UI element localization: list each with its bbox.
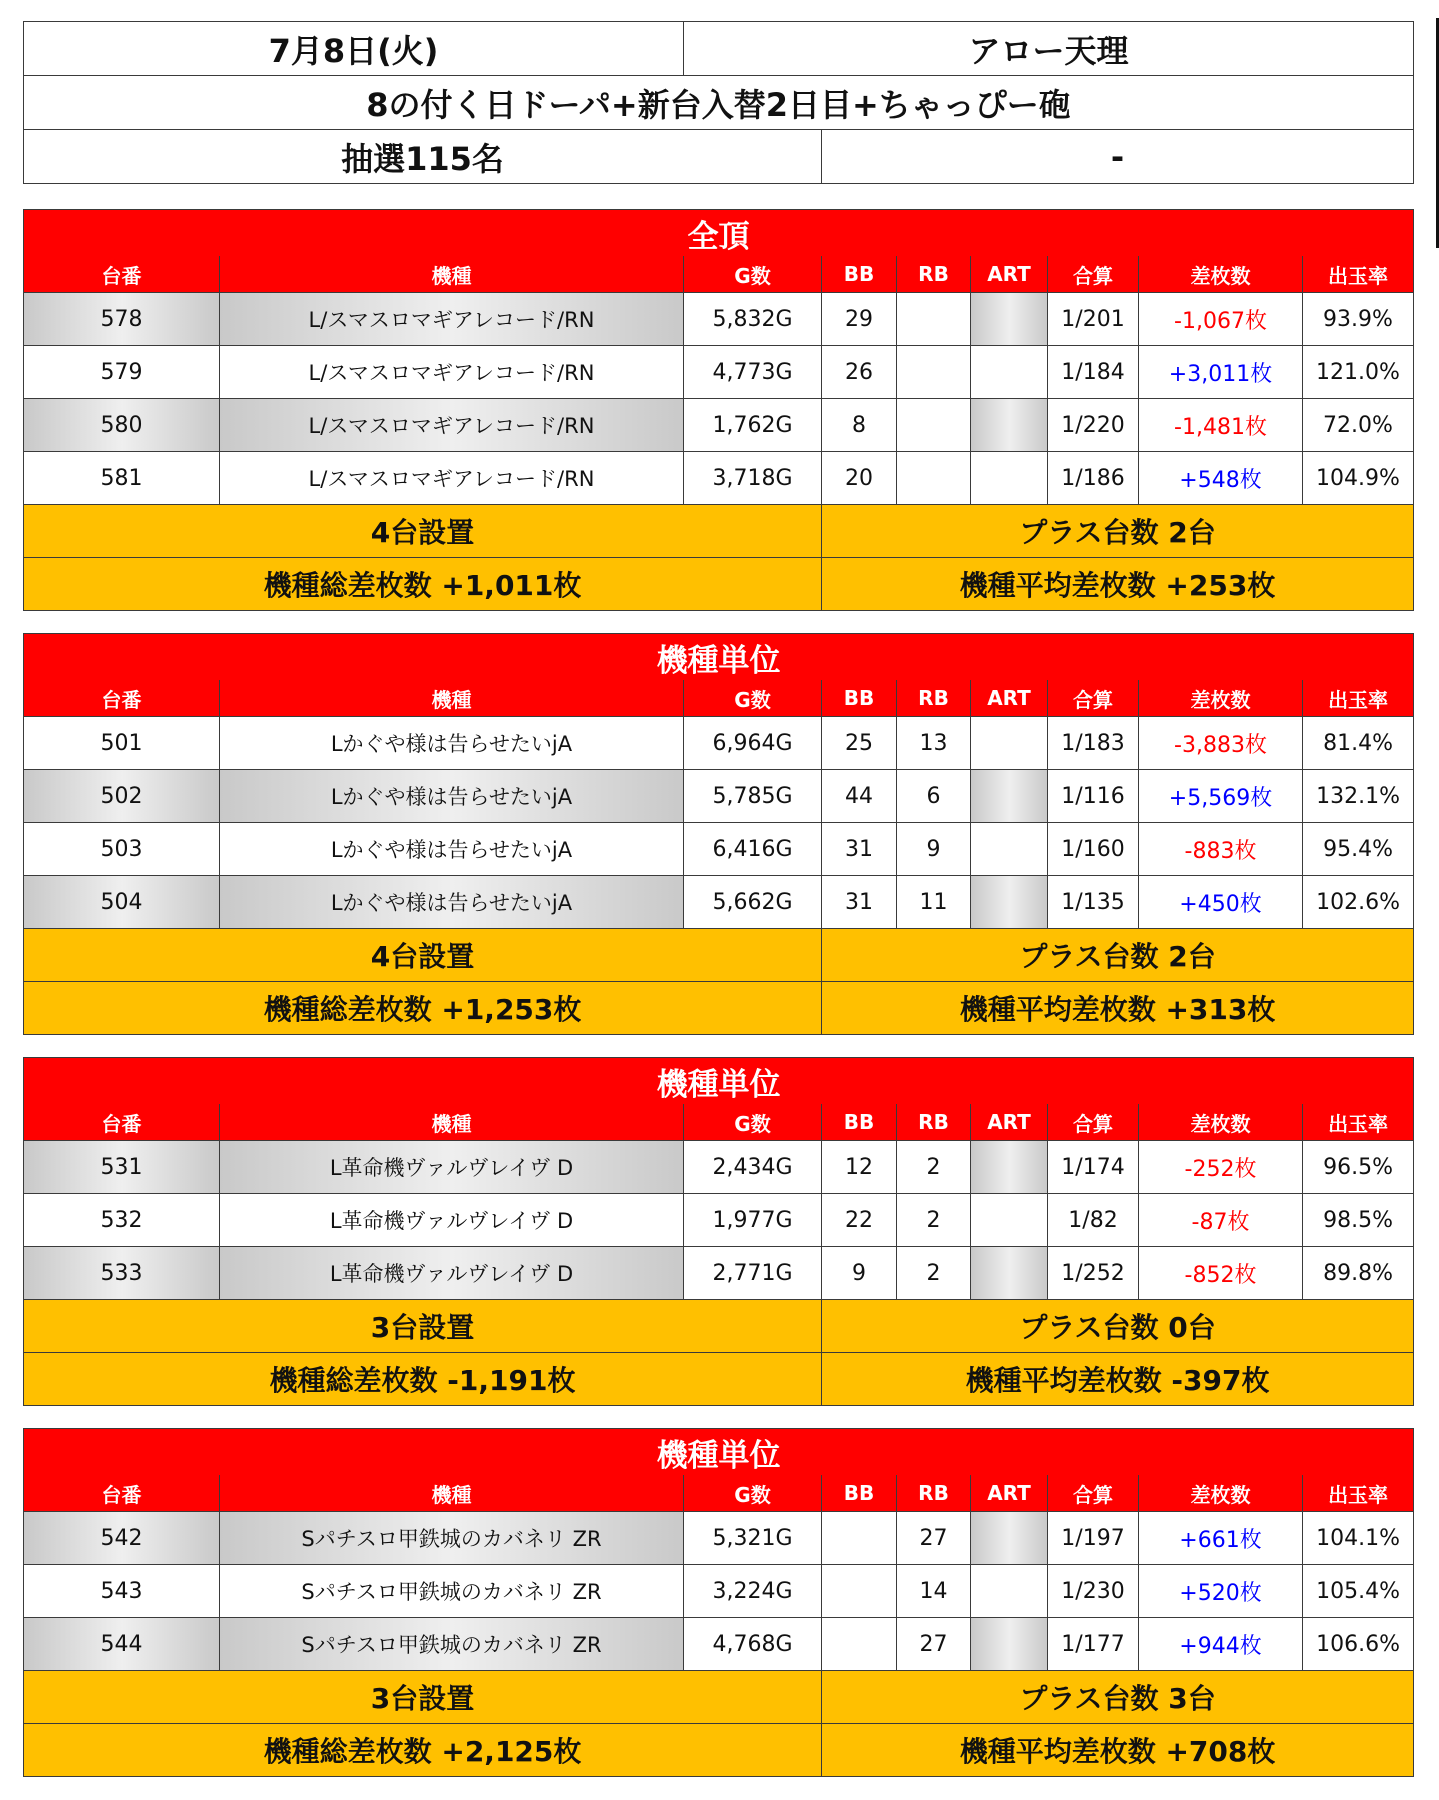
section-title: 全頂 (24, 210, 1414, 257)
column-header-bb: BB (822, 680, 897, 717)
column-header-machine-number: 台番 (24, 1475, 220, 1512)
cell-bb: 8 (822, 399, 897, 452)
column-header-combined: 合算 (1048, 1475, 1139, 1512)
store-name-cell: アロー天理 (684, 22, 1414, 76)
column-header-bb: BB (822, 256, 897, 293)
model-total-diff: 機種総差枚数 +2,125枚 (24, 1724, 822, 1777)
column-header-machine-number: 台番 (24, 680, 220, 717)
cell-machine-number: 579 (24, 346, 220, 399)
cell-games: 5,662G (684, 876, 822, 929)
cell-payout-rate: 95.4% (1303, 823, 1414, 876)
cell-rb: 2 (897, 1194, 971, 1247)
cell-games: 5,785G (684, 770, 822, 823)
table-row (24, 1247, 1414, 1300)
cell-games: 3,718G (684, 452, 822, 505)
table-row (24, 717, 1414, 770)
cell-model: Lかぐや様は告らせたいjA (220, 823, 684, 876)
cell-bb: 22 (822, 1194, 897, 1247)
column-header-combined: 合算 (1048, 1104, 1139, 1141)
cell-diff: +3,011枚 (1139, 346, 1303, 399)
section-title: 機種単位 (24, 1429, 1414, 1476)
cell-art (971, 1618, 1048, 1671)
cell-rb: 9 (897, 823, 971, 876)
column-header-payout-rate: 出玉率 (1303, 256, 1414, 293)
table-row (24, 1565, 1414, 1618)
cell-model: L/スマスロマギアレコード/RN (220, 346, 684, 399)
column-header-games: G数 (684, 1475, 822, 1512)
cell-combined: 1/135 (1048, 876, 1139, 929)
column-header-combined: 合算 (1048, 680, 1139, 717)
cell-rb: 11 (897, 876, 971, 929)
cell-machine-number: 543 (24, 1565, 220, 1618)
cell-combined: 1/82 (1048, 1194, 1139, 1247)
plus-machine-count: プラス台数 0台 (822, 1300, 1414, 1353)
cell-model: Lかぐや様は告らせたいjA (220, 876, 684, 929)
column-header-diff: 差枚数 (1139, 1475, 1303, 1512)
column-header-model: 機種 (220, 1475, 684, 1512)
cell-art (971, 399, 1048, 452)
column-header-diff: 差枚数 (1139, 256, 1303, 293)
cell-diff: -87枚 (1139, 1194, 1303, 1247)
cell-bb (822, 1618, 897, 1671)
cell-machine-number: 581 (24, 452, 220, 505)
cell-combined: 1/183 (1048, 717, 1139, 770)
cell-payout-rate: 93.9% (1303, 293, 1414, 346)
column-header-rb: RB (897, 256, 971, 293)
cell-combined: 1/177 (1048, 1618, 1139, 1671)
cell-rb: 27 (897, 1512, 971, 1565)
cell-combined: 1/201 (1048, 293, 1139, 346)
table-row (24, 1194, 1414, 1247)
cell-bb: 12 (822, 1141, 897, 1194)
cell-bb (822, 1512, 897, 1565)
section-title: 機種単位 (24, 634, 1414, 681)
cell-bb: 20 (822, 452, 897, 505)
cell-diff: +944枚 (1139, 1618, 1303, 1671)
cell-combined: 1/230 (1048, 1565, 1139, 1618)
cell-payout-rate: 105.4% (1303, 1565, 1414, 1618)
column-header-rb: RB (897, 1104, 971, 1141)
cell-bb: 31 (822, 823, 897, 876)
cell-diff: +661枚 (1139, 1512, 1303, 1565)
column-header-payout-rate: 出玉率 (1303, 1104, 1414, 1141)
cell-bb: 25 (822, 717, 897, 770)
cell-payout-rate: 96.5% (1303, 1141, 1414, 1194)
cell-art (971, 346, 1048, 399)
model-average-diff: 機種平均差枚数 +253枚 (822, 558, 1414, 611)
cell-model: Lかぐや様は告らせたいjA (220, 717, 684, 770)
cell-rb (897, 293, 971, 346)
cell-games: 4,768G (684, 1618, 822, 1671)
column-header-games: G数 (684, 1104, 822, 1141)
cell-machine-number: 504 (24, 876, 220, 929)
cell-games: 5,321G (684, 1512, 822, 1565)
cell-bb: 31 (822, 876, 897, 929)
cell-games: 4,773G (684, 346, 822, 399)
cell-payout-rate: 106.6% (1303, 1618, 1414, 1671)
model-average-diff: 機種平均差枚数 +313枚 (822, 982, 1414, 1035)
cell-machine-number: 544 (24, 1618, 220, 1671)
cell-model: L/スマスロマギアレコード/RN (220, 293, 684, 346)
lottery-cell: 抽選115名 (24, 130, 822, 184)
cell-payout-rate: 121.0% (1303, 346, 1414, 399)
cell-combined: 1/186 (1048, 452, 1139, 505)
column-header-model: 機種 (220, 680, 684, 717)
cell-diff: -3,883枚 (1139, 717, 1303, 770)
cell-combined: 1/220 (1048, 399, 1139, 452)
model-average-diff: 機種平均差枚数 +708枚 (822, 1724, 1414, 1777)
plus-machine-count: プラス台数 2台 (822, 505, 1414, 558)
cell-bb (822, 1565, 897, 1618)
column-header-payout-rate: 出玉率 (1303, 680, 1414, 717)
cell-art (971, 717, 1048, 770)
table-row (24, 823, 1414, 876)
column-header-bb: BB (822, 1475, 897, 1512)
cell-rb (897, 452, 971, 505)
cell-art (971, 1194, 1048, 1247)
section-table (23, 1057, 1414, 1406)
cell-art (971, 823, 1048, 876)
cell-rb: 2 (897, 1141, 971, 1194)
cell-model: L革命機ヴァルヴレイヴ D (220, 1247, 684, 1300)
cell-payout-rate: 89.8% (1303, 1247, 1414, 1300)
cell-games: 5,832G (684, 293, 822, 346)
cell-model: L革命機ヴァルヴレイヴ D (220, 1194, 684, 1247)
model-total-diff: 機種総差枚数 +1,253枚 (24, 982, 822, 1035)
table-row (24, 1141, 1414, 1194)
cell-model: Sパチスロ甲鉄城のカバネリ ZR (220, 1565, 684, 1618)
cell-art (971, 1512, 1048, 1565)
cell-art (971, 1247, 1048, 1300)
column-header-diff: 差枚数 (1139, 680, 1303, 717)
cell-art (971, 1141, 1048, 1194)
cell-diff: +548枚 (1139, 452, 1303, 505)
table-row (24, 876, 1414, 929)
table-row (24, 452, 1414, 505)
cell-art (971, 1565, 1048, 1618)
plus-machine-count: プラス台数 2台 (822, 929, 1414, 982)
section-table (23, 633, 1414, 1035)
column-header-machine-number: 台番 (24, 256, 220, 293)
cell-model: Sパチスロ甲鉄城のカバネリ ZR (220, 1512, 684, 1565)
column-header-art: ART (971, 256, 1048, 293)
column-header-model: 機種 (220, 256, 684, 293)
cell-combined: 1/252 (1048, 1247, 1139, 1300)
cell-combined: 1/116 (1048, 770, 1139, 823)
cell-games: 1,977G (684, 1194, 822, 1247)
cell-diff: -252枚 (1139, 1141, 1303, 1194)
cell-bb: 9 (822, 1247, 897, 1300)
cell-combined: 1/184 (1048, 346, 1139, 399)
cell-rb: 14 (897, 1565, 971, 1618)
cell-model: Sパチスロ甲鉄城のカバネリ ZR (220, 1618, 684, 1671)
extra-cell: - (822, 130, 1414, 184)
cell-games: 6,964G (684, 717, 822, 770)
column-header-rb: RB (897, 680, 971, 717)
cell-payout-rate: 81.4% (1303, 717, 1414, 770)
table-row (24, 1618, 1414, 1671)
cell-diff: -1,481枚 (1139, 399, 1303, 452)
header-table (23, 21, 1414, 184)
table-row (24, 770, 1414, 823)
cell-bb: 44 (822, 770, 897, 823)
column-header-games: G数 (684, 256, 822, 293)
cell-art (971, 770, 1048, 823)
cell-machine-number: 531 (24, 1141, 220, 1194)
cell-machine-number: 580 (24, 399, 220, 452)
cell-art (971, 452, 1048, 505)
cell-rb: 13 (897, 717, 971, 770)
cell-payout-rate: 102.6% (1303, 876, 1414, 929)
cell-machine-number: 502 (24, 770, 220, 823)
cell-combined: 1/174 (1048, 1141, 1139, 1194)
cell-diff: +520枚 (1139, 1565, 1303, 1618)
event-title-cell: 8の付く日ドーパ+新台入替2日目+ちゃっぴー砲 (24, 76, 1414, 130)
cell-machine-number: 532 (24, 1194, 220, 1247)
model-total-diff: 機種総差枚数 -1,191枚 (24, 1353, 822, 1406)
cell-rb (897, 346, 971, 399)
section-table (23, 1428, 1414, 1777)
column-header-art: ART (971, 1104, 1048, 1141)
installed-count: 4台設置 (24, 505, 822, 558)
installed-count: 3台設置 (24, 1671, 822, 1724)
cell-diff: -852枚 (1139, 1247, 1303, 1300)
cell-diff: +5,569枚 (1139, 770, 1303, 823)
cell-art (971, 293, 1048, 346)
table-row (24, 346, 1414, 399)
cell-diff: -883枚 (1139, 823, 1303, 876)
cell-machine-number: 503 (24, 823, 220, 876)
column-header-games: G数 (684, 680, 822, 717)
cell-art (971, 876, 1048, 929)
column-header-bb: BB (822, 1104, 897, 1141)
date-cell: 7月8日(火) (24, 22, 684, 76)
cell-payout-rate: 98.5% (1303, 1194, 1414, 1247)
cell-payout-rate: 104.1% (1303, 1512, 1414, 1565)
column-header-diff: 差枚数 (1139, 1104, 1303, 1141)
cell-payout-rate: 72.0% (1303, 399, 1414, 452)
table-row (24, 399, 1414, 452)
section-title: 機種単位 (24, 1058, 1414, 1105)
cell-games: 6,416G (684, 823, 822, 876)
column-header-combined: 合算 (1048, 256, 1139, 293)
column-header-machine-number: 台番 (24, 1104, 220, 1141)
column-header-payout-rate: 出玉率 (1303, 1475, 1414, 1512)
cell-bb: 26 (822, 346, 897, 399)
column-header-rb: RB (897, 1475, 971, 1512)
cell-combined: 1/197 (1048, 1512, 1139, 1565)
cell-games: 2,771G (684, 1247, 822, 1300)
table-row (24, 1512, 1414, 1565)
cell-machine-number: 501 (24, 717, 220, 770)
cell-rb (897, 399, 971, 452)
cell-rb: 6 (897, 770, 971, 823)
cell-model: Lかぐや様は告らせたいjA (220, 770, 684, 823)
plus-machine-count: プラス台数 3台 (822, 1671, 1414, 1724)
cell-rb: 2 (897, 1247, 971, 1300)
cell-model: L/スマスロマギアレコード/RN (220, 452, 684, 505)
cell-model: L/スマスロマギアレコード/RN (220, 399, 684, 452)
installed-count: 3台設置 (24, 1300, 822, 1353)
cell-machine-number: 533 (24, 1247, 220, 1300)
cell-payout-rate: 132.1% (1303, 770, 1414, 823)
cell-bb: 29 (822, 293, 897, 346)
column-header-model: 機種 (220, 1104, 684, 1141)
cell-diff: -1,067枚 (1139, 293, 1303, 346)
model-average-diff: 機種平均差枚数 -397枚 (822, 1353, 1414, 1406)
cell-combined: 1/160 (1048, 823, 1139, 876)
cell-rb: 27 (897, 1618, 971, 1671)
cell-games: 2,434G (684, 1141, 822, 1194)
table-row (24, 293, 1414, 346)
cell-games: 3,224G (684, 1565, 822, 1618)
cell-model: L革命機ヴァルヴレイヴ D (220, 1141, 684, 1194)
installed-count: 4台設置 (24, 929, 822, 982)
cell-games: 1,762G (684, 399, 822, 452)
section-table (23, 209, 1414, 611)
column-header-art: ART (971, 1475, 1048, 1512)
cell-payout-rate: 104.9% (1303, 452, 1414, 505)
cell-diff: +450枚 (1139, 876, 1303, 929)
column-header-art: ART (971, 680, 1048, 717)
cell-machine-number: 578 (24, 293, 220, 346)
cell-machine-number: 542 (24, 1512, 220, 1565)
model-total-diff: 機種総差枚数 +1,011枚 (24, 558, 822, 611)
